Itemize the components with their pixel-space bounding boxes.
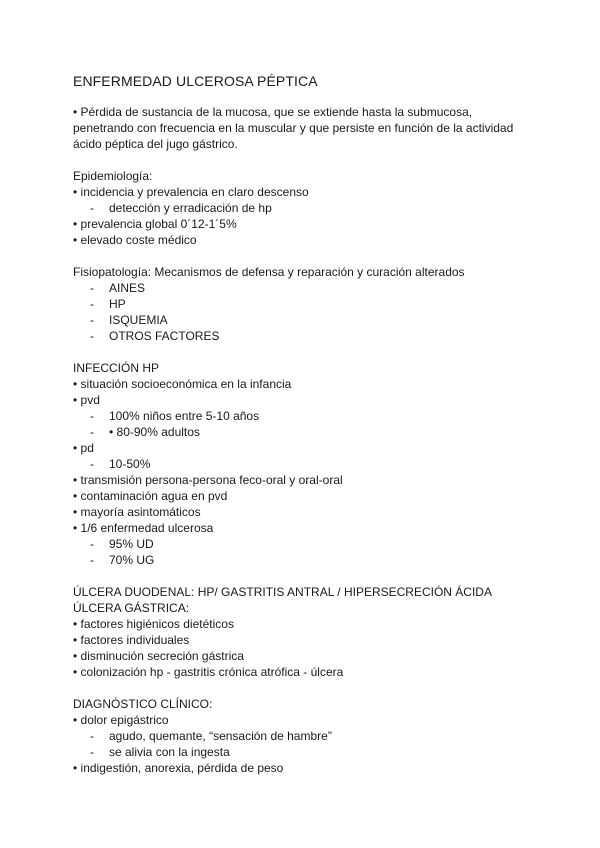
sub-list-item: - OTROS FACTORES [90,329,220,343]
sub-list-item: - 10-50% [90,457,151,471]
section-heading: ÚLCERA DUODENAL: HP/ GASTRITIS ANTRAL / HIPERSECRECIÓN ÁCIDA [73,585,492,599]
sub-list-item: - 100% niños entre 5-10 años [90,409,260,423]
section-heading: INFECCIÓN HP [73,361,160,375]
dash-marker: - [90,409,94,423]
intro-paragraph [73,104,533,152]
list-item: • contaminación agua en pvd [73,489,228,503]
sub-list-item: - detección y erradicación de hp [90,201,272,215]
dash-marker: - [90,425,94,439]
list-item: • factores higiénicos dietéticos [73,617,234,631]
intro-line: penetrando con frecuencia en la muscular y que persiste en función de la actividad [73,121,514,135]
infection-hp-section [73,360,533,568]
sub-list-item: - 95% UD [90,537,154,551]
sub-list-item: - se alivia con la ingesta [90,745,230,759]
dash-marker: - [90,201,94,215]
dash-marker: - [90,313,94,327]
section-heading: ÚLCERA GÁSTRICA: [73,601,190,615]
list-item: • pd [73,441,94,455]
document-title: ENFERMEDAD ULCEROSA PÉPTICA [73,73,318,89]
physiopathology-section [73,264,533,344]
list-item: • mayoría asintomáticos [73,505,201,519]
intro-line: ácido péptica del jugo gástrico. [73,137,238,151]
dash-marker: - [90,729,94,743]
list-item: • factores individuales [73,633,190,647]
sub-list-item: - agudo, quemante, “sensación de hambre” [90,729,332,743]
clinical-diagnosis-section [73,696,533,776]
sub-list-item: - 70% UG [90,553,155,567]
dash-marker: - [90,329,94,343]
list-item: • colonización hp - gastritis crónica atrófica - úlcera [73,665,344,679]
section-heading: Fisiopatología: Mecanismos de defensa y reparación y curación alterados [73,265,465,279]
dash-marker: - [90,297,94,311]
list-item: • disminución secreción gástrica [73,649,244,663]
ulcer-section [73,584,533,680]
dash-marker: - [90,745,94,759]
list-item: • indigestión, anorexia, pérdida de peso [73,761,284,775]
intro-line: • Pérdida de sustancia de la mucosa, que se extiende hasta la submucosa, [73,105,473,119]
list-item: • incidencia y prevalencia en claro descenso [73,185,309,199]
sub-list-item: - • 80-90% adultos [90,425,200,439]
section-heading: DIAGNÓSTICO CLÍNICO: [73,697,213,711]
list-item: • transmisión persona-persona feco-oral y oral-oral [73,473,343,487]
list-item: • dolor epigástrico [73,713,169,727]
list-item: • situación socioeconómica en la infancia [73,377,292,391]
sub-list-item: - HP [90,297,126,311]
dash-marker: - [90,553,94,567]
list-item: • prevalencia global 0´12-1´5% [73,217,237,231]
list-item: • elevado coste médico [73,233,197,247]
dash-marker: - [90,281,94,295]
dash-marker: - [90,537,94,551]
sub-list-item: - ISQUEMIA [90,313,168,327]
dash-marker: - [90,457,94,471]
sub-list-item: - AINES [90,281,146,295]
epidemiology-section [73,168,533,248]
list-item: • 1/6 enfermedad ulcerosa [73,521,214,535]
list-item: • pvd [73,393,100,407]
section-heading: Epidemiología: [73,169,153,183]
